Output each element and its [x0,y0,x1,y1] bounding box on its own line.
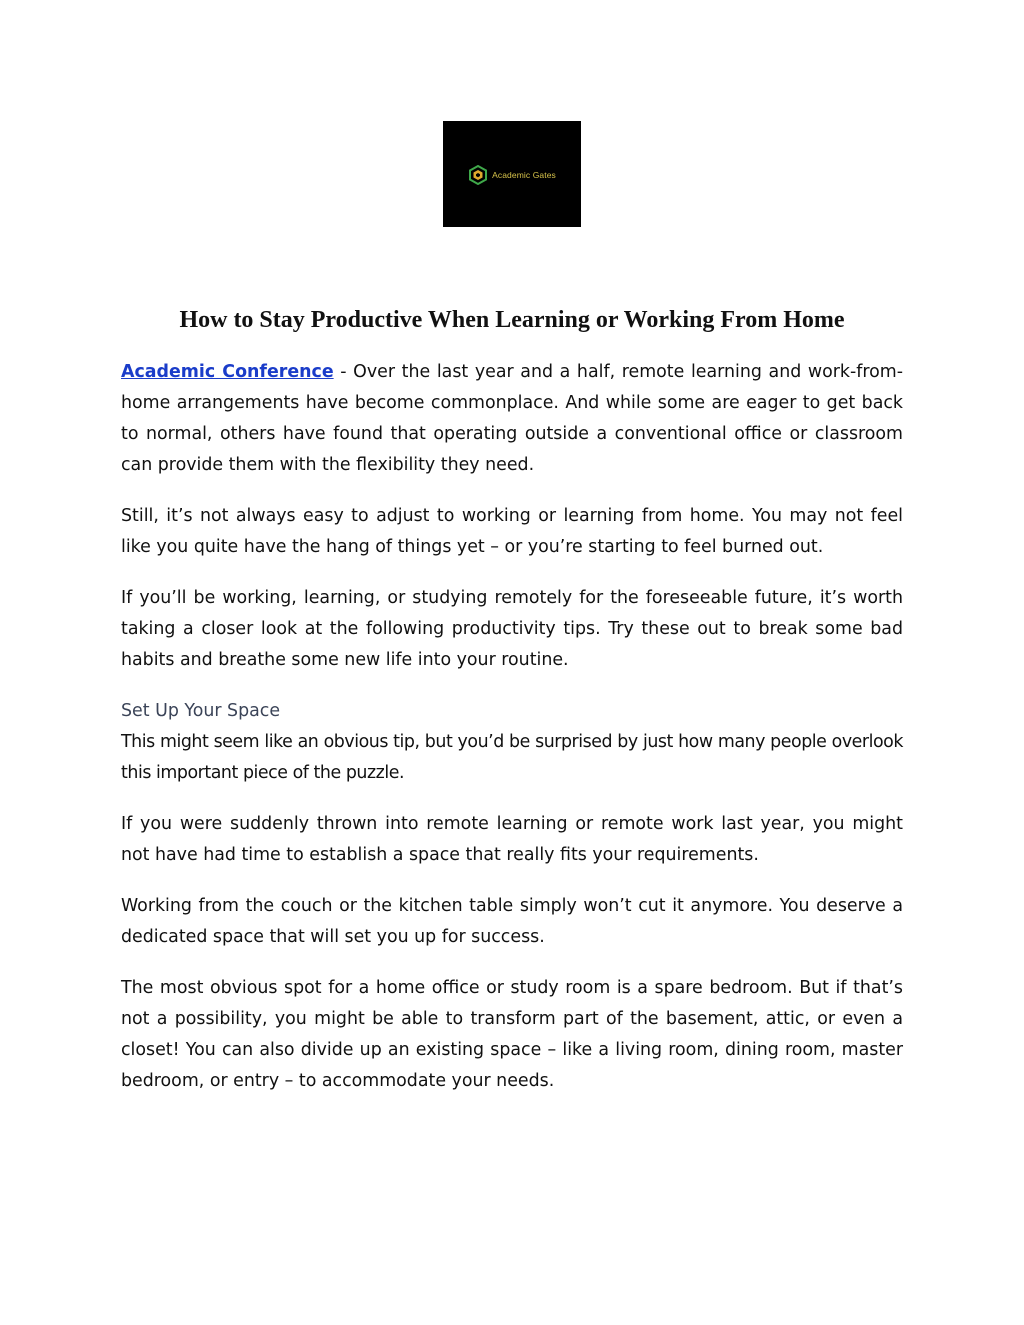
section-set-up-your-space [121,696,903,789]
paragraph-7: The most obvious spot for a home office or study room is a spare bedroom. But if that’s not a possibility, you might be able to transform part of the basement, attic, or even a closet! You can also divide up an existing space – like a living room, dining room, master bedroom, or entry – to accommodate your needs. [121,978,903,1091]
academic-conference-link[interactable]: Academic Conference [121,362,334,382]
paragraph-2: Still, it’s not always easy to adjust to working or learning from home. You may not feel like you quite have the hang of things yet – or you’re starting to feel burned out. [121,506,903,557]
logo [443,121,581,227]
paragraph-4: This might seem like an obvious tip, but you’d be surprised by just how many people overlook this important piece of the puzzle. [121,732,903,783]
logo-inner [468,165,556,185]
academic-gates-logo-icon [468,165,488,185]
intro-text: - Over the last year and a half, remote learning and work-from-home arrangements have become commonplace. And while some are eager to get back to normal, others have found that operating outside a conventional office or classroom can provide them with the flexibility they need. [121,362,903,475]
article-body [121,357,903,1117]
paragraph-6: Working from the couch or the kitchen table simply won’t cut it anymore. You deserve a dedicated space that will set you up for success. [121,896,903,947]
logo-text: Academic Gates [492,170,556,180]
page-title: How to Stay Productive When Learning or Working From Home [179,307,845,333]
intro-paragraph [121,357,903,481]
paragraph-3: If you’ll be working, learning, or studying remotely for the foreseeable future, it’s worth taking a closer look at the following productivity tips. Try these out to break some bad habits and breathe some new life into your routine. [121,588,903,670]
section-heading: Set Up Your Space [121,701,281,721]
paragraph-5: If you were suddenly thrown into remote learning or remote work last year, you might not have had time to establish a space that really fits your requirements. [121,814,903,865]
